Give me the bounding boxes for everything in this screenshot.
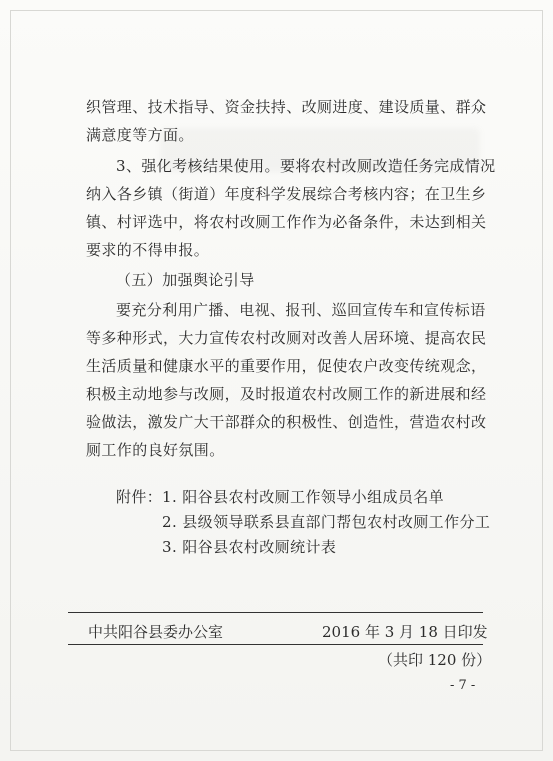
- body-line-12: 验做法，激发广大干部群众的积极性、创造性，营造农村改: [86, 413, 487, 431]
- body-line-1: 织管理、技术指导、资金扶持、改厕进度、建设质量、群众: [86, 98, 487, 116]
- issue-date: 2016 年 3 月 18 日印发: [322, 623, 488, 641]
- footer-rule-top: [68, 612, 483, 613]
- page-number: - 7 -: [450, 678, 476, 693]
- body-line-6: 要求的不得申报。: [86, 241, 210, 259]
- body-line-9: 等多种形式，大力宣传农村改厕对改善人居环境、提高农民: [86, 329, 487, 347]
- section-heading: （五）加强舆论引导: [116, 271, 255, 289]
- body-line-3: 3、强化考核结果使用。要将农村改厕改造任务完成情况: [116, 157, 496, 175]
- attachment-item-3: 3. 阳谷县农村改厕统计表: [162, 538, 337, 556]
- body-line-11: 积极主动地参与改厕，及时报道农村改厕工作的新进展和经: [86, 385, 487, 403]
- body-line-10: 生活质量和健康水平的重要作用，促使农户改变传统观念，: [86, 357, 487, 375]
- body-line-13: 厕工作的良好氛围。: [86, 441, 225, 459]
- body-line-5: 镇、村评选中，将农村改厕工作作为必备条件，未达到相关: [86, 213, 487, 231]
- footer-rule-bottom: [68, 644, 483, 645]
- attachment-item-1: 1. 阳谷县农村改厕工作领导小组成员名单: [162, 488, 445, 506]
- issuer-name: 中共阳谷县委办公室: [88, 623, 224, 641]
- body-line-2: 满意度等方面。: [86, 126, 194, 144]
- attachments-label: 附件：: [116, 488, 163, 506]
- body-line-4: 纳入各乡镇（街道）年度科学发展综合考核内容；在卫生乡: [86, 185, 487, 203]
- attachment-item-2: 2. 县级领导联系县直部门帮包农村改厕工作分工: [162, 513, 491, 531]
- print-count: （共印 120 份）: [378, 651, 492, 669]
- body-line-8: 要充分利用广播、电视、报刊、巡回宣传车和宣传标语: [116, 301, 486, 319]
